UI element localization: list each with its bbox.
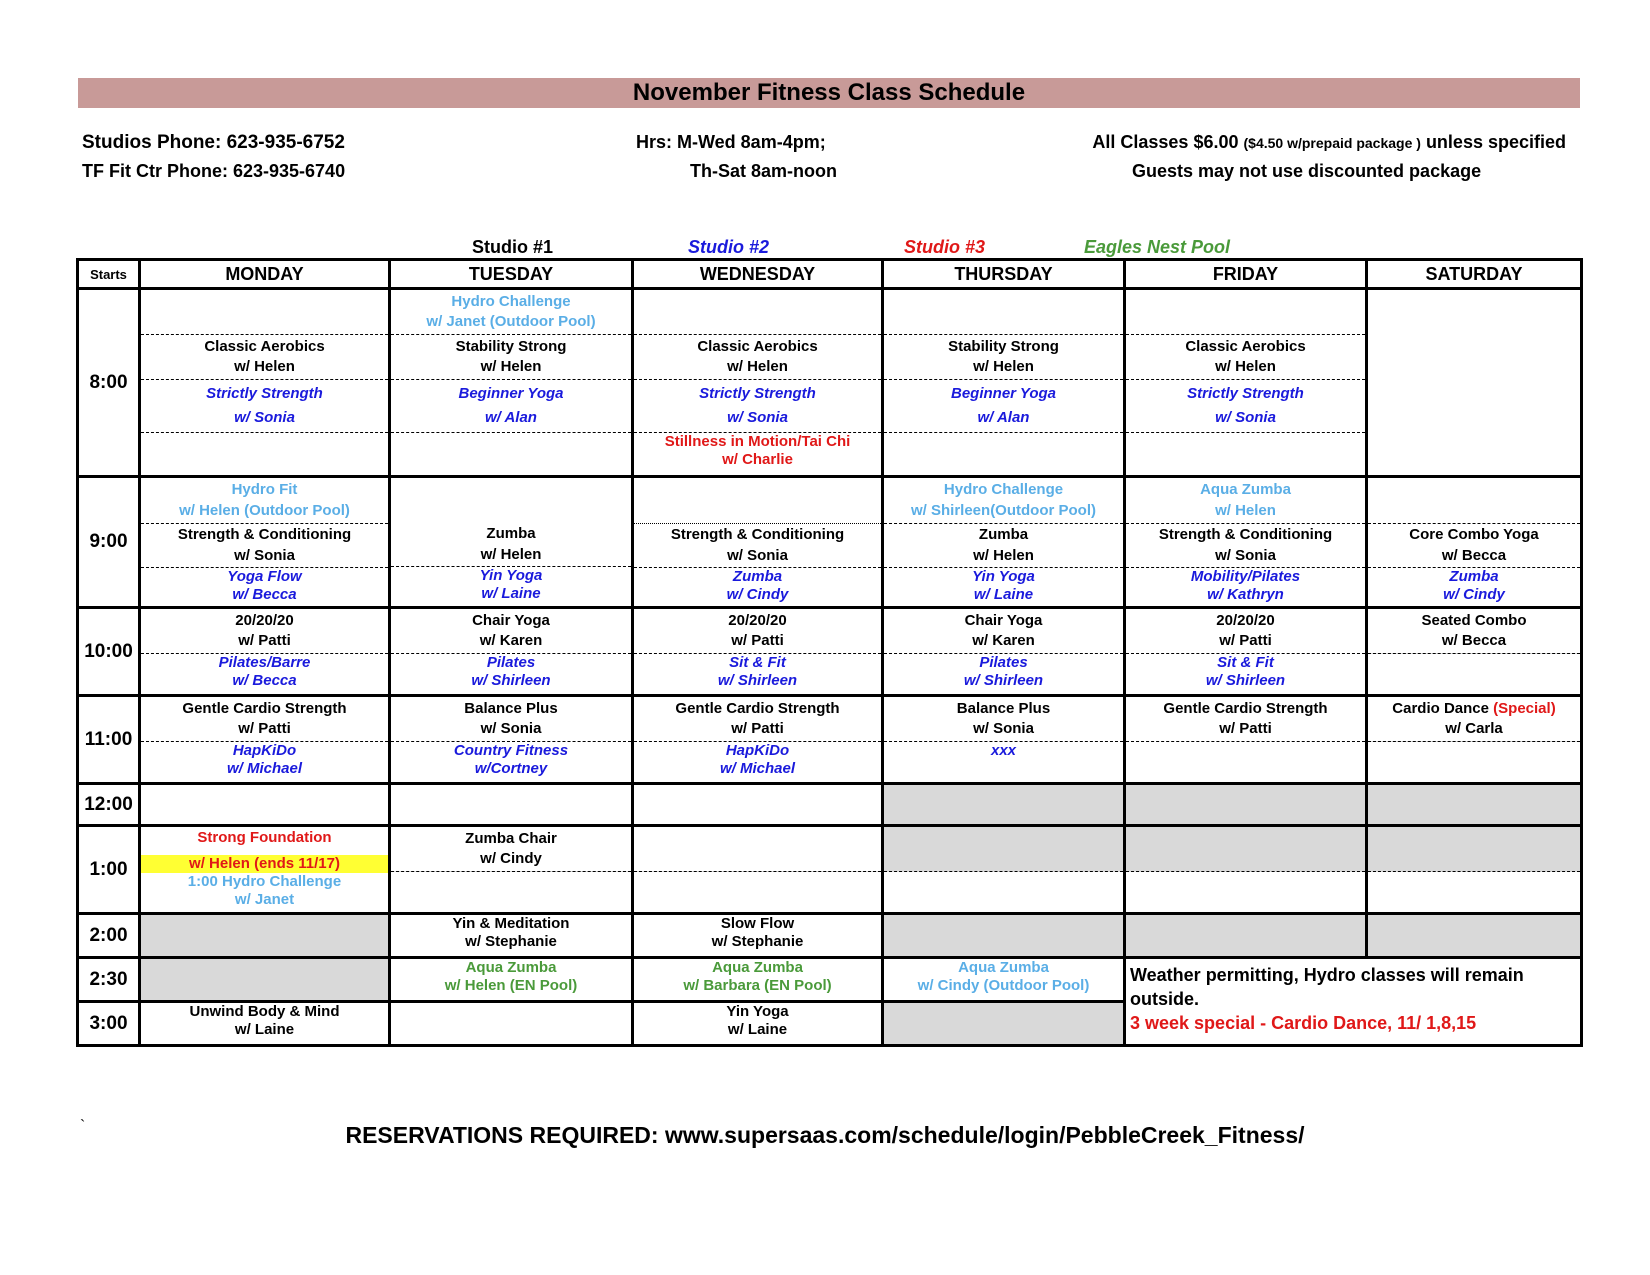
class-instructor: w/ Helen [480,545,542,563]
class-instructor: w/ Helen [234,358,295,376]
class-instructor: w/ Sonia [973,720,1034,738]
instructor-name: w/ Janet [426,313,486,331]
guests-note: Guests may not use discounted package [1132,161,1482,181]
cell-wed-1 [633,826,883,914]
class-instructor: w/ Helen [727,358,788,376]
header-thursday: THURSDAY [883,260,1125,289]
class-instructor: w/ Helen [1215,358,1276,376]
class-title: Core Combo Yoga [1409,526,1539,544]
class-instructor: w/ Shirleen [471,672,551,689]
class-title: HapKiDo [725,742,790,759]
pool-location: (Outdoor Pool) [244,502,350,519]
class-instructor: w/ Helen [1215,502,1276,519]
row-9-00 [78,477,1582,608]
cell-wed-10 [633,608,883,696]
weather-note [1125,958,1582,1046]
class-title: Strictly Strength [1187,385,1304,403]
class-instructor: w/ Michael [226,760,303,777]
class-title: Strength & Conditioning [1158,526,1333,544]
special-tag: (Special) [1493,699,1556,717]
class-title: Zumba [486,525,536,543]
class-instructor: w/ Carla [1445,720,1503,738]
class-title: Aqua Zumba [465,959,557,976]
class-title: Pilates [979,654,1028,671]
class-title: Yin & Meditation [452,915,570,932]
cell-mon-1 [140,826,390,914]
cell-wed-230 [633,958,883,1002]
class-instructor: w/ Helen [973,358,1034,376]
cell-fri-10 [1125,608,1367,696]
class-title: Strictly Strength [699,385,816,403]
class-title: Zumba [1449,568,1499,585]
class-instructor: w/ Sonia [234,408,295,426]
class-instructor: w/ Helen (EN Pool) [444,977,578,994]
class-instructor: w/ Helen [480,358,542,376]
class-title: Sit & Fit [729,654,786,671]
cell-mon-11 [140,696,390,784]
cell-mon-12 [140,784,390,826]
class-instructor: w/ Helen [973,546,1034,564]
class-instructor: w/ Laine [727,1021,788,1038]
class-instructor: w/ Barbara (EN Pool) [683,977,832,994]
schedule-table [76,258,1583,1047]
class-title: Stillness in Motion/Tai Chi [664,433,851,450]
class-instructor: w/ Patti [731,632,784,650]
cell-wed-12 [633,784,883,826]
class-title: Aqua Zumba [712,959,803,976]
time-8-00: 8:00 [78,289,140,477]
cell-tue-230 [390,958,633,1002]
class-title: Yin Yoga [972,568,1035,585]
class-title: Slow Flow [720,915,795,932]
class-name: Cardio Dance [1392,699,1489,717]
price-prepaid: ($4.50 w/prepaid package ) [1243,135,1421,151]
cell-mon-8 [140,289,390,477]
class-title: Sit & Fit [1217,654,1274,671]
cell-sat-8 [1367,289,1582,477]
header-wednesday: WEDNESDAY [633,260,883,289]
header-monday: MONDAY [140,260,390,289]
row-1-00 [78,826,1582,914]
cell-tue-2 [390,914,633,958]
class-instructor: w/ Shirleen [1205,672,1286,689]
class-title: Aqua Zumba [1200,481,1291,498]
class-title: Seated Combo [1421,611,1527,629]
class-instructor: w/ Shirleen [963,672,1044,689]
class-instructor: w/ Patti [238,632,291,650]
class-title: Strong Foundation [197,829,332,846]
legend-pool: Eagles Nest Pool [1084,237,1231,257]
class-instructor: w/ Alan [977,408,1030,426]
class-title: Gentle Cardio Strength [182,699,347,717]
cell-tue-8 [390,289,633,477]
class-instructor: w/ Shirleen [717,672,798,689]
class-instructor: w/ Janet [234,891,295,908]
class-title: xxx [990,742,1017,759]
cell-tue-11 [390,696,633,784]
class-title: Pilates/Barre [218,654,311,671]
cell-thu-9 [883,477,1125,608]
class-instructor: w/ Laine [234,1021,295,1038]
pool-location: (Outdoor Pool) [489,313,596,331]
class-title: Zumba Chair [465,829,557,847]
cell-sat-1 [1367,826,1582,914]
stray-mark: ` [80,1118,86,1135]
time-12-00: 12:00 [78,784,140,826]
class-title: Yin Yoga [726,1003,789,1020]
cell-fri-12 [1125,784,1367,826]
class-title: Unwind Body & Mind [189,1003,340,1020]
class-instructor: w/ Stephanie [711,933,804,950]
legend-studio2: Studio #2 [688,237,770,257]
legend-studio3: Studio #3 [904,237,986,257]
cell-thu-2 [883,914,1125,958]
studios-phone: Studios Phone: 623-935-6752 [82,132,345,153]
class-instructor: w/Cortney [474,760,548,777]
class-instructor: w/ Stephanie [465,933,557,950]
class-instructor: w/ Becca [1441,546,1507,564]
hours-line-2: Th-Sat 8am-noon [690,161,837,181]
class-instructor: w/ Sonia [1215,408,1276,426]
class-title: Beginner Yoga [458,385,564,403]
cell-sat-10 [1367,608,1582,696]
class-title: Country Fitness [453,742,569,759]
class-instructor: w/ Kathryn [1207,586,1284,603]
class-instructor: w/ Becca [232,586,297,603]
class-title: Classic Aerobics [1185,337,1306,355]
class-title: Chair Yoga [964,611,1043,629]
cell-wed-2 [633,914,883,958]
class-instructor: w/ Sonia [1215,546,1276,564]
cell-mon-10 [140,608,390,696]
class-title: Mobility/Pilates [1190,568,1301,585]
class-title: Stability Strong [455,337,567,355]
class-instructor: w/ Laine [973,586,1034,603]
time-11-00: 11:00 [78,696,140,784]
cell-tue-3 [390,1002,633,1046]
class-instructor: w/ Helen (ends 11/17) [141,855,388,873]
header-tuesday: TUESDAY [390,260,633,289]
time-1-00: 1:00 [78,826,140,914]
row-2-30 [78,958,1582,1002]
class-title: Strength & Conditioning [670,526,845,544]
class-instructor: w/ Cindy (Outdoor Pool) [917,977,1090,994]
cell-thu-1 [883,826,1125,914]
class-instructor: w/ Shirleen(Outdoor Pool) [911,502,1096,519]
tf-fit-phone: TF Fit Ctr Phone: 623-935-6740 [82,161,346,181]
cell-sat-9 [1367,477,1582,608]
price-main: All Classes $6.00 [1092,132,1239,152]
class-instructor: w/ Laine [481,585,541,602]
hours-line-1: Hrs: M-Wed 8am-4pm; [636,132,826,152]
cell-thu-3 [883,1002,1125,1046]
cell-fri-8 [1125,289,1367,477]
cell-wed-8 [633,289,883,477]
class-instructor [391,313,631,331]
class-instructor: w/ Cindy [726,586,789,603]
reservations-note[interactable]: RESERVATIONS REQUIRED: www.supersaas.com/schedule/login/PebbleCreek_Fitness/ [345,1122,1305,1148]
class-title: HapKiDo [232,742,297,759]
legend-studio1: Studio #1 [472,237,554,257]
hydro-note: Weather permitting, Hydro classes will remain outside. [1130,965,1524,1009]
cell-thu-12 [883,784,1125,826]
time-10-00: 10:00 [78,608,140,696]
row-2-00 [78,914,1582,958]
class-title: Yoga Flow [227,568,302,585]
class-title: Zumba [978,526,1029,544]
cell-sat-2 [1367,914,1582,958]
cell-tue-1 [390,826,633,914]
cell-thu-10 [883,608,1125,696]
cell-mon-9 [140,477,390,608]
special-note: 3 week special - Cardio Dance, 11/ 1,8,15 [1130,1013,1477,1033]
class-instructor: w/ Sonia [727,546,788,564]
cell-mon-3 [140,1002,390,1046]
instructor-name: w/ Helen [179,502,240,519]
cell-tue-12 [390,784,633,826]
class-instructor: w/ Sonia [234,546,295,564]
class-title: Balance Plus [464,699,558,717]
class-title: 20/20/20 [728,611,787,629]
class-instructor: w/ Sonia [727,408,788,426]
class-instructor: w/ Michael [719,760,796,777]
class-title: Hydro Fit [231,481,298,498]
class-title: 1:00 Hydro Challenge [187,873,342,890]
cell-thu-11 [883,696,1125,784]
time-9-00: 9:00 [78,477,140,608]
class-instructor: w/ Alan [485,408,537,426]
class-title: Strength & Conditioning [177,526,352,544]
price-info [1092,128,1566,158]
class-title: Chair Yoga [472,611,550,629]
class-title [1368,700,1580,718]
class-instructor: w/ Karen [479,632,543,650]
class-title: Yin Yoga [479,567,543,584]
class-title: 20/20/20 [235,611,294,629]
class-instructor: w/ Becca [1441,632,1507,650]
cell-wed-9 [633,477,883,608]
row-11-00 [78,696,1582,784]
cell-fri-1 [1125,826,1367,914]
header-saturday: SATURDAY [1367,260,1582,289]
class-instructor: w/ Cindy [480,850,542,868]
time-3-00: 3:00 [78,1002,140,1046]
time-2-00: 2:00 [78,914,140,958]
cell-fri-11 [1125,696,1367,784]
row-12-00 [78,784,1582,826]
cell-mon-2 [140,914,390,958]
class-instructor: w/ Patti [1219,720,1272,738]
cell-fri-2 [1125,914,1367,958]
cell-mon-230 [140,958,390,1002]
class-instructor: w/ Sonia [480,720,542,738]
class-instructor: w/ Becca [232,672,297,689]
class-title: Strictly Strength [206,385,323,403]
class-instructor: w/ Patti [238,720,291,738]
class-instructor [141,502,388,520]
cell-sat-11 [1367,696,1582,784]
cell-tue-10 [390,608,633,696]
cell-thu-230 [883,958,1125,1002]
class-title: Hydro Challenge [943,481,1064,498]
time-2-30: 2:30 [78,958,140,1002]
class-title: Stability Strong [948,337,1059,355]
cell-sat-12 [1367,784,1582,826]
class-title: Hydro Challenge [451,292,571,310]
cell-wed-3 [633,1002,883,1046]
class-instructor: w/ Charlie [722,451,793,468]
class-title: Classic Aerobics [204,337,325,355]
price-unless: unless specified [1425,132,1566,152]
cell-thu-8 [883,289,1125,477]
class-title: Gentle Cardio Strength [675,699,840,717]
class-title: Gentle Cardio Strength [1163,699,1328,717]
header-row [78,260,1582,289]
header-starts: Starts [78,260,140,289]
page-title: November Fitness Class Schedule [78,78,1580,108]
cell-fri-9 [1125,477,1367,608]
class-title: Zumba [732,568,783,585]
class-instructor: w/ Patti [731,720,784,738]
class-instructor: w/ Karen [972,632,1035,650]
class-instructor: w/ Cindy [1443,586,1505,603]
class-title: Pilates [486,654,536,671]
class-title: 20/20/20 [1216,611,1275,629]
class-title: Classic Aerobics [697,337,818,355]
cell-wed-11 [633,696,883,784]
row-10-00 [78,608,1582,696]
class-instructor: w/ Patti [1219,632,1272,650]
cell-tue-9 [390,477,633,608]
header-friday: FRIDAY [1125,260,1367,289]
class-title: Aqua Zumba [958,959,1049,976]
row-8-00 [78,289,1582,477]
class-title: Beginner Yoga [950,385,1057,403]
class-title: Balance Plus [956,699,1051,717]
